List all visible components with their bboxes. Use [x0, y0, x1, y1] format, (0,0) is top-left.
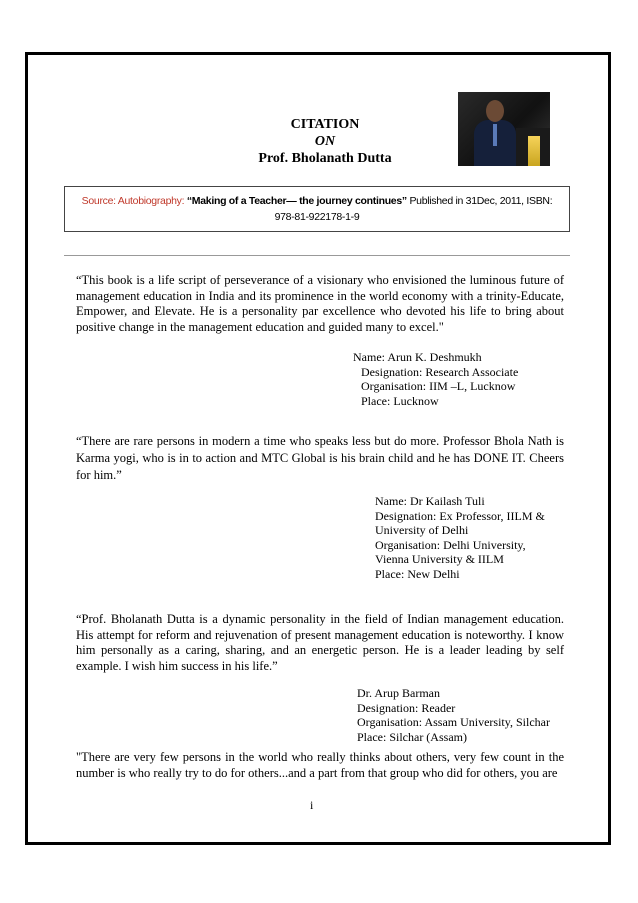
citation-1-signature — [353, 350, 518, 408]
source-label: Source: Autobiography: — [81, 195, 185, 207]
citation-3-signature — [357, 686, 550, 744]
citation-2-text: “There are rare persons in modern a time who speaks less but do more. Professor Bhola Nath is Karma yogi, who is in to action and MTC Global is his brain child and he has DONE IT. Cheers for him.” — [76, 434, 564, 482]
source-book-title: “Making of a Teacher— the journey continues” — [186, 195, 407, 207]
signature-line: Place: Lucknow — [361, 393, 439, 408]
citation-1-text: “This book is a life script of perseverance of a visionary who envisioned the luminous future of management education in India and its prominence in the world economy with a trinity-Educate, Empower, and Elevate. He is a personality par excellence who devoted his life to bring about positive change in the management education and guided many to excel." — [76, 273, 564, 334]
citation-2-signature — [375, 494, 545, 581]
signature-line: Place: Silchar (Assam) — [357, 729, 467, 744]
signature-line: Organisation: Assam University, Silchar — [357, 715, 550, 729]
citation-on: ON — [314, 134, 336, 149]
citation-title: CITATION — [290, 117, 360, 132]
source-box — [64, 186, 570, 232]
signature-line: Designation: Research Associate — [361, 364, 519, 379]
signature-line: Name: Arun K. Deshmukh — [353, 350, 482, 364]
citation-3-text: “Prof. Bholanath Dutta is a dynamic personality in the field of Indian management education. His attempt for reform and rejuvenation of present management education is noteworthy. I know him personally as a caring, sharing, and an energetic person. He is a leader leading by self example. I wish him success in his life.” — [76, 612, 564, 673]
citation-4-text: "There are very few persons in the world who really thinks about others, very few count in the number is who really try to do for others...and a part from that group who did for others, you are — [76, 750, 564, 780]
signature-line: Place: New Delhi — [375, 566, 460, 581]
source-isbn: 978-81-922178-1-9 — [274, 211, 360, 223]
signature-line: Organisation: Delhi University, — [375, 537, 526, 552]
signature-line: University of Delhi — [375, 523, 469, 537]
signature-line: Designation: Ex Professor, IILM & — [375, 508, 545, 523]
signature-line: Name: Dr Kailash Tuli — [375, 494, 485, 508]
speaker-photo — [458, 92, 550, 166]
signature-line: Dr. Arup Barman — [357, 686, 440, 700]
source-published: Published in 31Dec, 2011, ISBN: — [406, 195, 553, 207]
page-number: i — [310, 798, 314, 812]
signature-line: Organisation: IIM –L, Lucknow — [361, 379, 516, 393]
signature-line: Vienna University & IILM — [375, 552, 504, 566]
citation-title-block — [210, 116, 440, 167]
citation-subject: Prof. Bholanath Dutta — [258, 151, 392, 166]
signature-line: Designation: Reader — [357, 700, 456, 715]
divider-line — [64, 255, 570, 256]
